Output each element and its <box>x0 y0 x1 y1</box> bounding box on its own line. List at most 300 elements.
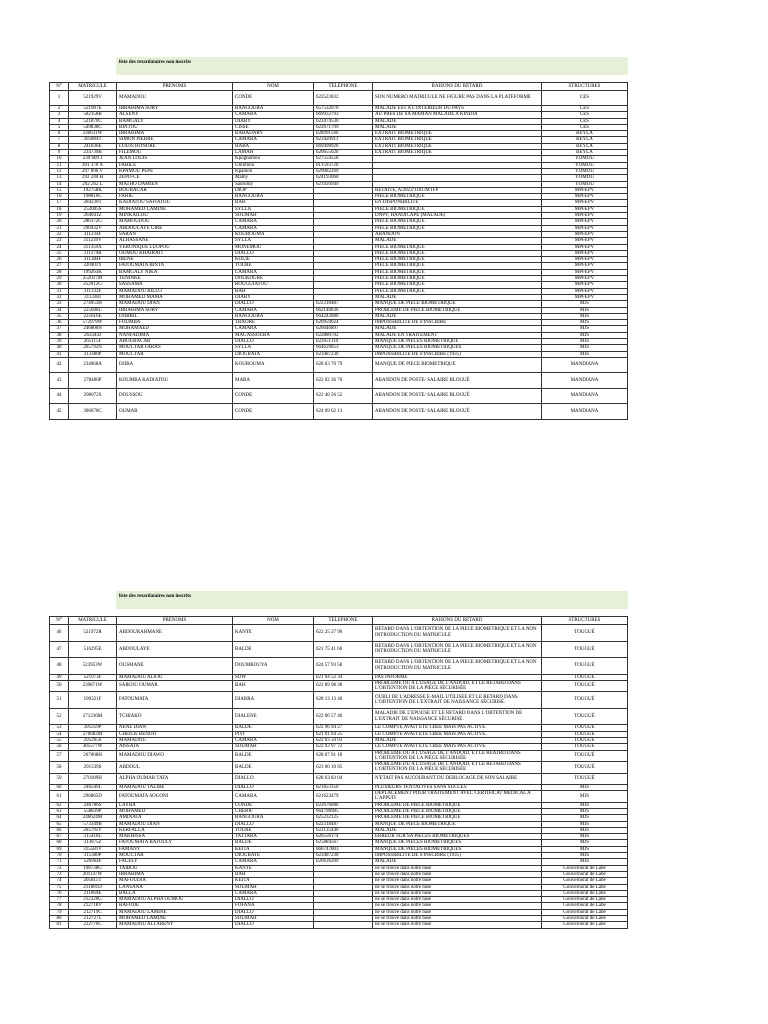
table-header-row <box>50 83 628 91</box>
cell-raison: PIECE BIOMETRIQUE <box>373 263 542 269</box>
cell-structure: MJS <box>542 821 628 827</box>
cell-raison: ne se trouve dans notre base <box>373 878 542 884</box>
cell-structure: MJS <box>542 808 628 814</box>
cell-matricule: 278486P <box>69 373 117 389</box>
retardataires-table-1 <box>49 82 628 420</box>
cell-nom: DIALLO <box>233 909 314 915</box>
cell-number: 2 <box>50 106 69 112</box>
table-row <box>50 708 628 725</box>
cell-telephone: 622880702 <box>314 332 373 338</box>
cell-structure: MPFEPV <box>542 250 628 256</box>
cell-nom: DIALLO <box>233 821 314 827</box>
cell-number: 29 <box>50 276 69 282</box>
cell-matricule: 276682M <box>69 731 117 737</box>
cell-structure: YOMOU <box>542 175 628 181</box>
header-number: N° <box>50 83 69 91</box>
cell-nom: BANGOURA <box>233 815 314 821</box>
cell-prenoms: MAFOUDIA <box>117 878 233 884</box>
cell-raison: MANQUE DE PIECES BIOMETRIQUE <box>373 338 542 344</box>
cell-raison: PIECE BIOMETRIQUE <box>373 219 542 225</box>
cell-nom: MONEMOU <box>233 244 314 250</box>
cell-prenoms: FILEMOU <box>117 150 233 156</box>
cell-number: 72 <box>50 865 69 871</box>
cell-nom: DIALLO <box>233 250 314 256</box>
cell-nom: SYLLA <box>233 238 314 244</box>
cell-matricule: 212727L <box>69 916 117 922</box>
cell-number: 65 <box>50 821 69 827</box>
cell-prenoms: OUMOU KHAIRATI <box>117 250 233 256</box>
cell-matricule: 291539S <box>69 762 117 774</box>
cell-raison: OUBLI DE L'ADRESSE E-MAIL UTILISEE ET LE RETARD DANS L'OBTENTION DE L'EXTRAIT DE NAISSANCE SÉCURISÉ. <box>373 692 542 709</box>
cell-matricule: 198816C <box>69 194 117 200</box>
cell-nom: DOUKOURE <box>233 276 314 282</box>
cell-matricule: 274953H <box>69 301 117 307</box>
cell-prenoms: CHEICK BENOIT <box>117 731 233 737</box>
cell-structure: Gouvernorat de Labé <box>542 865 628 871</box>
cell-structure: MJS <box>542 307 628 313</box>
cell-structure: MJS <box>542 326 628 332</box>
cell-nom: BALDE <box>233 641 314 658</box>
cell-raison: PIECE BIOMETRIQUE <box>373 288 542 294</box>
cell-nom: DIALLO <box>233 301 314 307</box>
cell-raison: ne se trouve dans notre base <box>373 916 542 922</box>
cell-matricule: 246806N <box>69 326 117 332</box>
cell-nom: DIALLO <box>233 897 314 903</box>
cell-telephone: 622 93 97 72 <box>314 744 373 750</box>
cell-nom: BALDE <box>233 762 314 774</box>
list-title: liste des retardataires non inscrits <box>116 591 628 609</box>
cell-telephone: 622135440 <box>314 827 373 833</box>
table-row <box>50 91 628 106</box>
cell-structure: Gouvernorat de Labé <box>542 903 628 909</box>
cell-matricule: 296865D <box>69 791 117 803</box>
cell-structure: MJS <box>542 320 628 326</box>
cell-raison: PAS INFORME <box>373 674 542 680</box>
cell-number: 13 <box>50 175 69 181</box>
cell-matricule: 391259P <box>69 725 117 731</box>
cell-structure: MJS <box>542 846 628 852</box>
cell-prenoms: FACELY <box>117 859 233 865</box>
cell-number: 50 <box>50 680 69 692</box>
cell-nom: BAH <box>233 871 314 877</box>
cell-matricule: 236631W <box>69 131 117 137</box>
cell-structure: CES <box>542 118 628 124</box>
cell-number: 60 <box>50 784 69 790</box>
cell-structure: MJS <box>542 859 628 865</box>
cell-number: 48 <box>50 658 69 675</box>
cell-nom: CAMARA <box>233 307 314 313</box>
cell-prenoms: BAMGALY NIKA <box>117 269 233 275</box>
cell-number: 27 <box>50 263 69 269</box>
cell-structure: Gouvernorat de Labé <box>542 878 628 884</box>
cell-structure: BEYLA <box>542 150 628 156</box>
cell-number: 35 <box>50 313 69 319</box>
cell-prenoms: DOUSSOU <box>117 388 233 404</box>
cell-nom: DIALLO <box>233 922 314 928</box>
cell-structure: MPFEPV <box>542 231 628 237</box>
cell-matricule: 526964F <box>69 859 117 865</box>
table-row <box>50 388 628 404</box>
cell-matricule: 212719C <box>69 909 117 915</box>
cell-structure: Gouvernorat de Labé <box>542 890 628 896</box>
cell-number: 73 <box>50 871 69 877</box>
cell-raison: ABANDON DE POSTE/ SALAIRE BLOGUÉ <box>373 373 542 389</box>
cell-nom: CAMARA <box>233 890 314 896</box>
cell-prenoms: MOHAMAED <box>117 326 233 332</box>
cell-structure: CES <box>542 112 628 118</box>
cell-prenoms: MAKHISSA <box>117 834 233 840</box>
cell-number: 26 <box>50 257 69 263</box>
list-title: liste des retardataires non inscrits <box>116 57 628 75</box>
cell-matricule: 315581V <box>69 846 117 852</box>
cell-prenoms: FABILE <box>117 162 233 168</box>
cell-matricule: 305577W <box>69 744 117 750</box>
cell-prenoms: BINTOU <box>117 124 233 130</box>
cell-raison: ne se trouve dans notre base <box>373 909 542 915</box>
cell-prenoms: MAMADOU ALIOU <box>117 674 233 680</box>
cell-number: 32 <box>50 294 69 300</box>
cell-structure: MJS <box>542 784 628 790</box>
cell-nom: KANTE <box>233 625 314 642</box>
cell-number: 12 <box>50 168 69 174</box>
cell-raison: ne se trouve dans notre base <box>373 884 542 890</box>
cell-number: 1 <box>50 91 69 106</box>
cell-telephone: 664242886 <box>314 313 373 319</box>
cell-nom: CONDE <box>233 404 314 420</box>
cell-prenoms: MOHAMED LAMINE <box>117 916 233 922</box>
cell-number: 74 <box>50 878 69 884</box>
header-nom: NOM <box>233 617 314 625</box>
cell-prenoms: BAFODE <box>117 903 233 909</box>
cell-nom: CONDE <box>233 91 314 106</box>
cell-nom: TOURE <box>233 827 314 833</box>
cell-nom: DIALLO <box>233 773 314 784</box>
cell-nom: SOUMAH <box>233 213 314 219</box>
cell-matricule: 295205S <box>69 737 117 743</box>
cell-nom: CAMARA <box>233 112 314 118</box>
cell-telephone: 622318487 <box>314 821 373 827</box>
cell-nom: KOLIE <box>233 257 314 263</box>
cell-number: 31 <box>50 288 69 294</box>
cell-number: 21 <box>50 225 69 231</box>
cell-raison: MANQUE DE PIECES BIOMETRIQUES <box>373 846 542 852</box>
cell-structure: MPFEPV <box>542 238 628 244</box>
cell-prenoms: IBRAHIMA SORY <box>117 307 233 313</box>
cell-telephone: 622676086 <box>314 802 373 808</box>
cell-number: 36 <box>50 320 69 326</box>
cell-prenoms: NANFADIMA <box>117 332 233 338</box>
cell-prenoms: MATHO DAMIEN <box>117 181 233 187</box>
cell-nom: CAMARA <box>233 269 314 275</box>
cell-nom: ROUGUIATOU <box>233 282 314 288</box>
header-structures: STRUCTURES <box>542 83 628 91</box>
cell-prenoms: FATOUMATA SOGONI <box>117 791 233 803</box>
cell-raison: PIECE BIOMETRIQUE <box>373 269 542 275</box>
cell-raison: IMPOSSIBILITE DE S'INSCRIRE (1935) <box>373 351 542 357</box>
cell-matricule: 234068A <box>69 357 117 373</box>
cell-matricule: 573349B <box>69 821 117 827</box>
cell-structure: MANDIANA <box>542 357 628 373</box>
cell-telephone: 626046897 <box>314 326 373 332</box>
cell-number: 7 <box>50 137 69 143</box>
cell-nom: CAMARA <box>233 225 314 231</box>
cell-raison: ERREUR SUR SA PIECES BIOMETRIQUES <box>373 834 542 840</box>
cell-matricule: 292 240 H <box>69 175 117 181</box>
cell-number: 40 <box>50 345 69 351</box>
cell-prenoms: ABDOURAHMANE <box>117 625 233 642</box>
cell-nom: CAMARA <box>233 791 314 803</box>
cell-structure: MPFEPV <box>542 194 628 200</box>
cell-matricule: 284230T <box>69 200 117 206</box>
cell-prenoms: ABDOULAYE <box>117 641 233 658</box>
cell-telephone: 621 01 64 25 <box>314 731 373 737</box>
cell-prenoms: FARIE <box>117 194 233 200</box>
cell-raison: PIECE BIOMETRIQUE <box>373 206 542 212</box>
cell-number: 70 <box>50 853 69 859</box>
cell-number: 16 <box>50 194 69 200</box>
cell-nom: BALDE <box>233 750 314 762</box>
cell-matricule: 290072S <box>69 388 117 404</box>
cell-prenoms: BALLA <box>117 890 233 896</box>
cell-number: 18 <box>50 206 69 212</box>
cell-nom: CAMARA <box>233 859 314 865</box>
cell-matricule: 211869E <box>69 890 117 896</box>
cell-nom: PIVI <box>233 731 314 737</box>
cell-prenoms: LOUIS HONORE <box>117 143 233 149</box>
cell-structure: CES <box>542 91 628 106</box>
cell-structure: MJS <box>542 332 628 338</box>
cell-nom: SOUMAH <box>233 884 314 890</box>
header-nom: NOM <box>233 83 314 91</box>
cell-raison: PROBLEME DE PIECE BIOMETRIQUE <box>373 802 542 808</box>
cell-raison: LE COMPTE AVAIT ETE CREE MAIS PAS ACTIVE. <box>373 725 542 731</box>
cell-prenoms: AISSATA <box>117 744 233 750</box>
cell-raison: EXTRAIT BIOMETRIQUE <box>373 150 542 156</box>
cell-telephone: 664620053 <box>314 345 373 351</box>
cell-structure: MPFEPV <box>542 225 628 231</box>
cell-prenoms: ALHASSANE <box>117 238 233 244</box>
cell-raison: ABANDON DE POSTE/ SALAIRE BLOGUÉ <box>373 404 542 420</box>
cell-structure: TOUGUÉ <box>542 674 628 680</box>
cell-prenoms: MOHAMED MAMA <box>117 294 233 300</box>
cell-matricule: 252012G <box>69 282 117 288</box>
cell-telephone: 621 94 52 34 <box>314 674 373 680</box>
cell-matricule: 572979W <box>69 320 117 326</box>
cell-matricule: 201 370 X <box>69 162 117 168</box>
cell-raison: RETARD DANS L'OBTENTION DE LA PIECE BIOMETRIQUE ET LA NON INTRODUCTION DU MATRICULE <box>373 641 542 658</box>
cell-telephone: 622651110 <box>314 338 373 344</box>
cell-prenoms: TENINKE <box>117 276 233 282</box>
cell-prenoms: KERFALLA <box>117 827 233 833</box>
cell-number: 43 <box>50 373 69 389</box>
cell-prenoms: TAIBOU <box>117 865 233 871</box>
table-header-row <box>50 617 628 625</box>
cell-raison: MALADE <box>373 238 542 244</box>
cell-nom: MAGASSOUBA <box>233 332 314 338</box>
cell-prenoms: DJIBRIL <box>117 313 233 319</box>
cell-nom: LAMAH <box>233 150 314 156</box>
cell-number: 25 <box>50 250 69 256</box>
cell-structure: MJS <box>542 853 628 859</box>
cell-matricule: 311234F <box>69 231 117 237</box>
cell-prenoms: LAYBA <box>117 802 233 808</box>
cell-matricule: 311359X <box>69 244 117 250</box>
cell-raison: EN DISPONIBILITE <box>373 200 542 206</box>
table-row <box>50 357 628 373</box>
table-row <box>50 641 628 658</box>
cell-number: 56 <box>50 744 69 750</box>
cell-matricule: 252017M <box>69 276 117 282</box>
cell-prenoms: ABDOUL <box>117 762 233 774</box>
cell-raison: MANQUE DE PIECE BIOMETRIQUE <box>373 357 542 373</box>
cell-structure: TOUGUÉ <box>542 680 628 692</box>
cell-telephone: 622 40 56 52 <box>314 388 373 404</box>
cell-structure: TOUGUÉ <box>542 731 628 737</box>
cell-telephone: 622522832 <box>314 91 373 106</box>
cell-raison: PROBLEME DÛ A L'USAGE DE L'ANDOID, ET LE RETARD DANS L'OBTENTION DE LA PIÈCE SÉCURISÉE <box>373 762 542 774</box>
cell-structure: MJS <box>542 840 628 846</box>
cell-nom: SYLLA <box>233 206 314 212</box>
cell-nom: Mamy <box>233 175 314 181</box>
cell-number: 24 <box>50 244 69 250</box>
cell-raison: IMPOSSIBILITE DE S'INSCRIRE (1935) <box>373 853 542 859</box>
cell-matricule: 311332F <box>69 288 117 294</box>
cell-matricule: 211801D <box>69 884 117 890</box>
cell-matricule: 234739B <box>69 150 117 156</box>
cell-nom: TATTARA <box>233 834 314 840</box>
cell-prenoms: ABDOULAYE CIRE <box>117 225 233 231</box>
cell-structure: MPFEPV <box>542 200 628 206</box>
cell-prenoms: KOUMBA KADIATOU <box>117 373 233 389</box>
cell-nom: BANGOURA <box>233 106 314 112</box>
cell-matricule: 315380P <box>69 853 117 859</box>
cell-matricule: 311338J <box>69 294 117 300</box>
cell-matricule: 265792N <box>69 345 117 351</box>
cell-telephone: 611593720 <box>314 162 373 168</box>
cell-matricule: 198738G <box>69 865 117 871</box>
cell-matricule: 320401Y <box>69 263 117 269</box>
cell-nom: CAMARA <box>233 326 314 332</box>
cell-structure: MPFEPV <box>542 282 628 288</box>
cell-number: 79 <box>50 909 69 915</box>
cell-number: 55 <box>50 737 69 743</box>
cell-raison: LE COMPTE AVAIT ETE CREE MAIS PAS ACTIVE. <box>373 731 542 737</box>
cell-nom: CONDE <box>233 388 314 404</box>
cell-prenoms: MAMADOU DIAWO <box>117 750 233 762</box>
cell-matricule: 246624M <box>69 815 117 821</box>
cell-number: 58 <box>50 762 69 774</box>
cell-raison: PROBLEME DÛ A L'USAGE DE L'ANDOID, ET LE RETARD DANS L'OBTENTION DE LA PIÈCE SÉCURISÉE <box>373 680 542 692</box>
cell-matricule: 292 262 L <box>69 181 117 187</box>
cell-number: 11 <box>50 162 69 168</box>
cell-prenoms: VERONIQUE LUOPOU <box>117 244 233 250</box>
cell-raison: SON NUMERO MATRICULE NE FIGURE PAS DANS LA PLATEFORME <box>373 91 542 106</box>
cell-matricule: 297 896 V <box>69 168 117 174</box>
cell-raison: MALADE <box>373 118 542 124</box>
cell-nom: KOUROUMA <box>233 231 314 237</box>
cell-number: 41 <box>50 351 69 357</box>
cell-matricule: 286372G <box>69 219 117 225</box>
cell-nom: CISSE <box>233 124 314 130</box>
cell-matricule: 239871W <box>69 680 117 692</box>
cell-matricule: 521907E <box>69 106 117 112</box>
cell-number: 81 <box>50 922 69 928</box>
cell-nom: BAH <box>233 200 314 206</box>
cell-number: 75 <box>50 884 69 890</box>
cell-structure: MPFEPV <box>542 269 628 275</box>
cell-prenoms: MAMADOU LAMINE <box>117 909 233 915</box>
cell-nom: CAMARA <box>233 219 314 225</box>
cell-telephone: 620959024 <box>314 320 373 326</box>
cell-matricule: 222776C <box>69 922 117 928</box>
cell-prenoms: OUSMANE <box>117 658 233 675</box>
cell-prenoms: SASSAMA <box>117 282 233 288</box>
cell-structure: Gouvernorat de Labé <box>542 922 628 928</box>
cell-matricule: 199263K <box>69 269 117 275</box>
cell-structure: YOMOU <box>542 156 628 162</box>
cell-prenoms: ABOUBACAR <box>117 338 233 344</box>
cell-prenoms: IBRAHIMA <box>117 871 233 877</box>
cell-nom: BALDE <box>233 840 314 846</box>
cell-telephone: 624193060 <box>314 175 373 181</box>
cell-nom: CAMARA <box>233 137 314 143</box>
cell-telephone: 626636209 <box>314 859 373 865</box>
cell-number: 46 <box>50 625 69 642</box>
cell-structure: Gouvernorat de Labé <box>542 897 628 903</box>
cell-number: 14 <box>50 181 69 187</box>
cell-prenoms: KPAMOU PEPE <box>117 168 233 174</box>
cell-nom: Kpoghomou <box>233 156 314 162</box>
cell-matricule: 582158B <box>69 112 117 118</box>
cell-structure: MJS <box>542 313 628 319</box>
cell-structure: Gouvernorat de Labé <box>542 916 628 922</box>
cell-telephone: 625232125 <box>314 815 373 821</box>
cell-telephone: 627554558 <box>314 156 373 162</box>
cell-structure: MPFEPV <box>542 206 628 212</box>
cell-number: 37 <box>50 326 69 332</box>
cell-number: 30 <box>50 282 69 288</box>
cell-structure: MPFEPV <box>542 213 628 219</box>
cell-raison: MALADIE DE L'EPOUSE ET LE RETARD DANS L'OBTENTION DE L'EXTRAIT DE NAISSANCE SÉCURISÉ. <box>373 708 542 725</box>
cell-raison: IMPOSSIBILITE DE S'INSCRIRE <box>373 320 542 326</box>
cell-raison: MALADE <box>373 827 542 833</box>
cell-raison: EXTRAIT BIOMETRIQUE <box>373 137 542 143</box>
cell-nom: SOW <box>233 674 314 680</box>
header-structures: STRUCTURES <box>542 617 628 625</box>
cell-prenoms: FATOUMATA <box>117 692 233 709</box>
cell-raison: ne se trouve dans notre base <box>373 890 542 896</box>
cell-raison: MANQUE DE PIECES BIOMETRIQUES <box>373 345 542 351</box>
cell-prenoms: DJIBA <box>117 357 233 373</box>
cell-structure: MJS <box>542 802 628 808</box>
cell-raison: ne se trouve dans notre base <box>373 871 542 877</box>
table-row <box>50 922 628 928</box>
cell-structure: Gouvernorat de Labé <box>542 871 628 877</box>
cell-telephone: 622 25 27 96 <box>314 625 373 642</box>
header-prenoms: PRENOMS <box>117 617 233 625</box>
cell-matricule: 252005S <box>69 206 117 212</box>
cell-nom: BANGOURA <box>233 194 314 200</box>
cell-telephone: 622671799 <box>314 124 373 130</box>
cell-number: 23 <box>50 238 69 244</box>
cell-matricule: 549838C <box>69 124 117 130</box>
cell-raison: N'ETAIT PAS AUCOURANT DU DEBLOCAGE DE SON SALAIRE <box>373 773 542 784</box>
cell-telephone: 621 75 41 60 <box>314 641 373 658</box>
header-prenoms: PRENOMS <box>117 83 233 91</box>
cell-structure: MPFEPV <box>542 263 628 269</box>
cell-raison: PROBLEME DE PIECE BIOMETRIQUE <box>373 815 542 821</box>
cell-telephone: 623487230 <box>314 853 373 859</box>
